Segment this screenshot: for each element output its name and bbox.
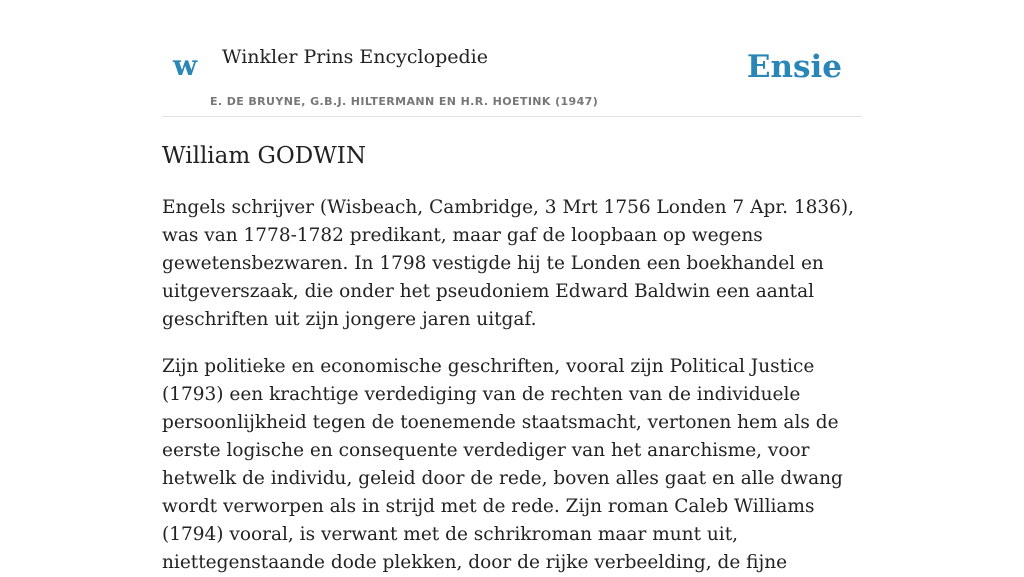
- source-authors: E. DE BRUYNE, G.B.J. HILTERMANN EN H.R. HOETINK (1947): [210, 95, 599, 108]
- source-header: [162, 0, 862, 117]
- entry-body: [162, 194, 862, 577]
- ensie-logo-link[interactable]: Ensie: [746, 49, 842, 85]
- page: [162, 0, 862, 577]
- source-logo-icon[interactable]: w: [173, 49, 198, 82]
- entry-title: William GODWIN: [162, 143, 367, 169]
- entry-paragraph: Engels schrijver (Wisbeach, Cambridge, 3 Mrt 1756 Londen 7 Apr. 1836), was van 1778-1782 predikant, maar gaf de loopbaan op wegens gewetensbezwaren. In 1798 vestigde hij te Londen een boekhandel en uitgeverszaak, die onder het pseudoniem Edward Baldwin een aantal geschriften uit zijn jongere jaren uitgaf.: [162, 196, 855, 330]
- entry-paragraph: Zijn politieke en economische geschriften, vooral zijn Political Justice (1793) een krachtige verdediging van de rechten van de individuele persoonlijkheid tegen de toenemende staatsmacht, vertonen hem als de eerste logische en consequente verdediger van het anarchisme, voor hetwelk de individu, geleid door de rede, boven alles gaat en alle dwang wordt verworpen als in strijd met de rede. Zijn roman Caleb Williams (1794) vooral, is verwant met de schrikroman maar munt uit, niettegenstaande dode plekken, door de rijke verbeelding, de fijne: [162, 355, 843, 573]
- source-title-link[interactable]: Winkler Prins Encyclopedie: [222, 46, 488, 68]
